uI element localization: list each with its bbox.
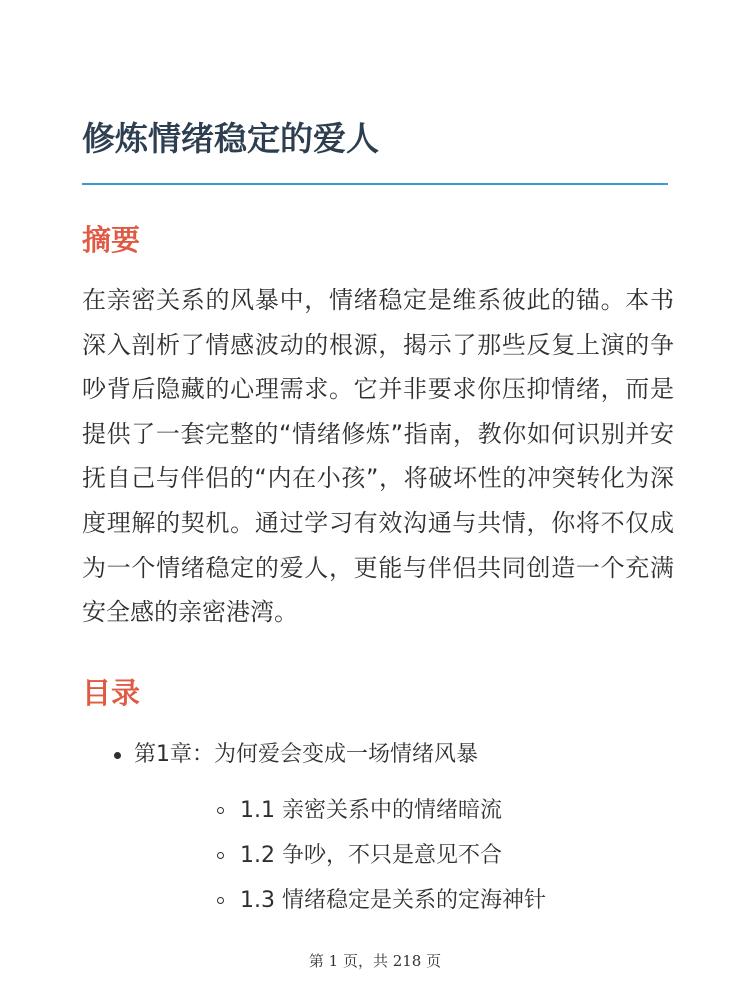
circle-bullet-icon [217, 807, 224, 814]
circle-bullet-icon [217, 897, 224, 904]
circle-bullet-icon [217, 852, 224, 859]
toc-chapter-label: 第1章：为何爱会变成一场情绪风暴 [134, 742, 478, 767]
toc-chapter-1[interactable] [82, 732, 682, 923]
toc-section-1-2[interactable] [134, 833, 682, 878]
toc-section-label: 1.3 情绪稳定是关系的定海神针 [240, 888, 546, 913]
bullet-icon [114, 752, 121, 759]
toc-list [82, 732, 682, 923]
toc-section-label: 1.1 亲密关系中的情绪暗流 [240, 798, 502, 823]
title-divider [82, 183, 668, 185]
toc-section-1-1[interactable] [134, 788, 682, 833]
toc-section-list [134, 788, 682, 923]
toc-heading: 目录 [82, 676, 141, 710]
toc-section-1-3[interactable] [134, 878, 682, 923]
abstract-heading: 摘要 [82, 223, 141, 257]
toc-section-label: 1.2 争吵，不只是意见不合 [240, 843, 502, 868]
abstract-body: 在亲密关系的风暴中，情绪稳定是维系彼此的锚。本书深入剖析了情感波动的根源，揭示了那些反复上演的争吵背后隐藏的心理需求。它并非要求你压抑情绪，而是提供了一套完整的“情绪修炼”指南，教你如何识别并安抚自己与伴侣的“内在小孩”，将破坏性的冲突转化为深度理解的契机。通过学习有效沟通与共情，你将不仅成为一个情绪稳定的爱人，更能与伴侣共同创造一个充满安全感的亲密港湾。 [82, 286, 674, 627]
page-number-footer: 第 1 页，共 218 页 [308, 952, 442, 970]
document-title: 修炼情绪稳定的爱人 [82, 119, 379, 158]
